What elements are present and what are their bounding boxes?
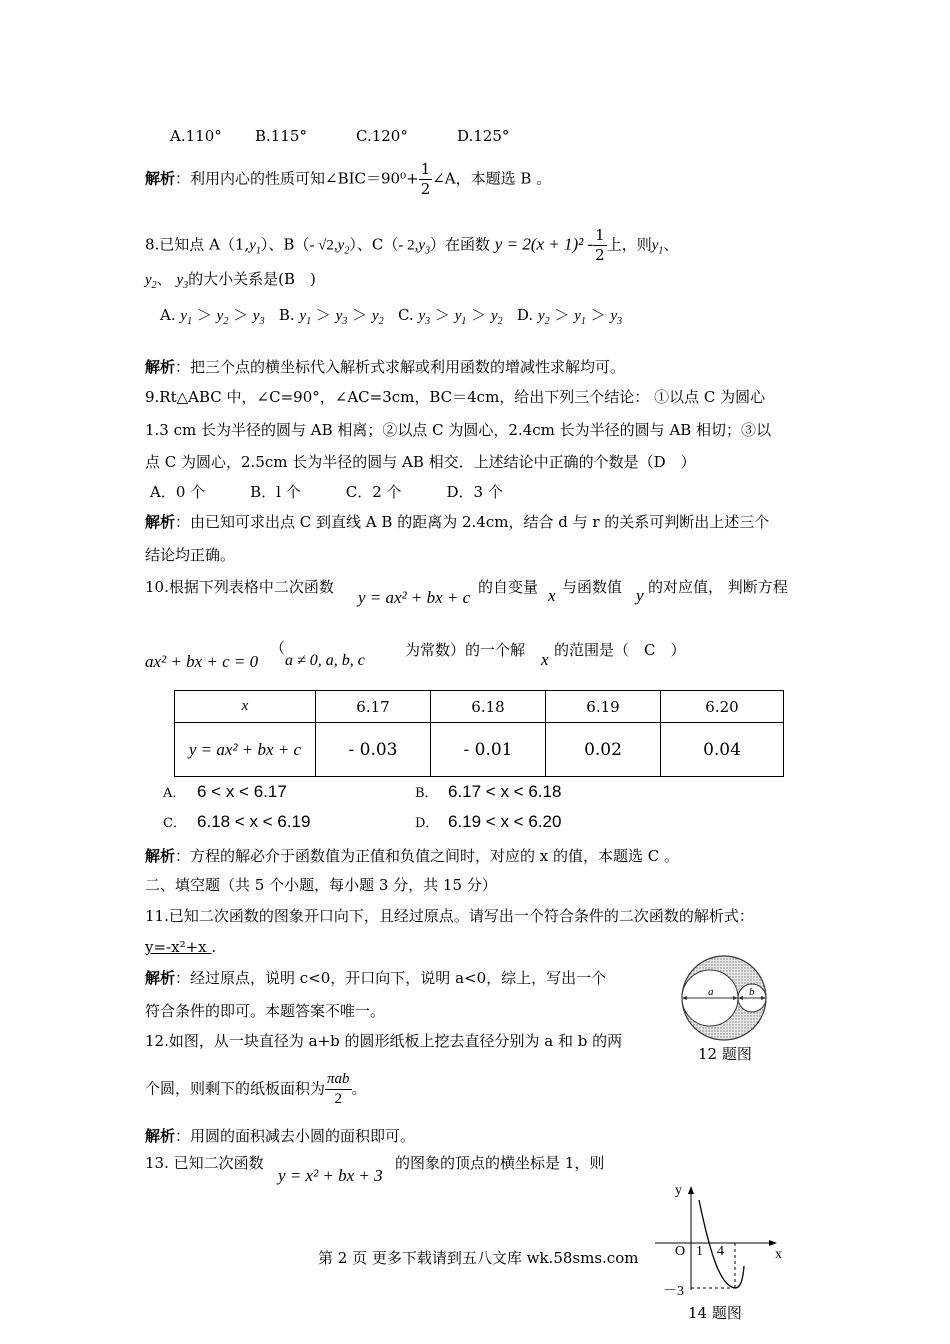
- q12-line1: 12.如图，从一块直径为 a+b 的圆形纸板上挖去直径分别为 a 和 b 的两: [145, 1032, 623, 1050]
- sub: 1: [255, 245, 261, 257]
- q11-line2: [145, 938, 216, 956]
- q9-line1: 9.Rt△ABC 中，∠C=90°，∠AC=3cm，BC＝4cm，给出下列三个结论： ①以点 C 为圆心: [145, 388, 766, 406]
- q10-option-c: 6.18 < x < 6.19: [197, 812, 311, 831]
- q8-text-c: ）、C（: [349, 235, 399, 254]
- q7-option-a: A.110°: [170, 127, 222, 145]
- analysis-label: 解析: [145, 969, 176, 987]
- q8-text-b: ）、B（: [260, 235, 310, 254]
- q7-fraction: [419, 160, 433, 199]
- q9-analysis-line1: [145, 511, 769, 532]
- frac-num: 1: [420, 160, 431, 178]
- q10-y: y: [636, 586, 644, 605]
- var-y: y: [299, 308, 307, 324]
- table-header-x: x: [175, 691, 316, 723]
- q10-text1: 10.根据下列表格中二次函数: [145, 578, 334, 596]
- figure-14-caption: 14 题图: [688, 1304, 742, 1322]
- var-y: y: [252, 308, 260, 324]
- q8-options: [160, 304, 622, 327]
- sub: 3: [342, 316, 348, 327]
- q8-text-a: 8.已知点 A（1,: [145, 235, 250, 254]
- sub: 2: [378, 316, 384, 327]
- gt: ＞: [471, 306, 487, 324]
- q9-options: A．0 个 B．l 个 C．2 个 D．3 个: [150, 483, 503, 501]
- q12-fraction: [325, 1070, 352, 1109]
- q10-text2: 的自变量: [478, 578, 539, 596]
- q7-option-b: B.115°: [255, 127, 307, 145]
- table-header-y: y = ax² + bx + c: [175, 723, 316, 777]
- q11-end: .: [211, 938, 217, 956]
- table-cell: 6.17: [316, 691, 431, 723]
- var-y: y: [454, 308, 462, 324]
- analysis-label: 解析: [145, 1127, 176, 1145]
- q9-line2: 1.3 cm 长为半径的圆与 AB 相离；②以点 C 为圆心，2.4cm 长为半径的圆与 AB 相切；③以: [145, 421, 772, 439]
- tick-neg3: －3: [663, 1284, 684, 1299]
- gt: ＞: [315, 306, 331, 324]
- q10-option-c-label: C．: [163, 816, 186, 831]
- q10-condition: a ≠ 0, a, b, c: [285, 652, 365, 669]
- label-b: b: [749, 986, 755, 998]
- axis-label-y: y: [675, 1183, 682, 1198]
- sub: 1: [580, 316, 586, 327]
- q7-analysis: [145, 160, 551, 199]
- section-2-heading: 二、填空题（共 5 个小题，每小题 3 分，共 15 分）: [145, 876, 497, 894]
- var-y: y: [249, 237, 256, 254]
- origin-label: O: [675, 1244, 686, 1259]
- frac-den: 2: [595, 246, 605, 264]
- sub: 1: [461, 316, 467, 327]
- q10-text5: 为常数）的一个解: [405, 641, 526, 659]
- q7-analysis-pre: ：利用内心的性质可知∠BIC＝90⁰+: [175, 169, 419, 188]
- q8-minus2: - 2,: [398, 237, 419, 254]
- q10-x2: x: [541, 650, 549, 669]
- q12-analysis-text: ：用圆的面积减去小圆的面积即可。: [175, 1127, 416, 1145]
- var-y: y: [145, 272, 152, 288]
- q13-text1: 13. 已知二次函数: [145, 1154, 264, 1172]
- q11-analysis-line2: 符合条件的即可。本题答案不唯一。: [145, 1002, 386, 1020]
- q8-opt-a: A.: [160, 306, 176, 324]
- var-y: y: [651, 237, 659, 254]
- q8-text-e: 上，则: [606, 235, 652, 254]
- table-cell: - 0.03: [316, 723, 431, 777]
- q10-analysis: [145, 845, 679, 866]
- table-cell: 6.20: [661, 691, 784, 723]
- q11-line1: 11.已知二次函数的图象开口向下，且经过原点。请写出一个符合条件的二次函数的解析式：: [145, 907, 754, 925]
- var-y: y: [537, 308, 545, 324]
- q8-minus-sqrt2: - √2,: [309, 237, 338, 254]
- q10-text6: 的范围是（ C ）: [554, 641, 686, 659]
- sub: 3: [183, 280, 189, 291]
- q10-analysis-text: ：方程的解必介于函数值为正值和负值之间时，对应的 x 的值，本题选 C 。: [175, 847, 680, 865]
- q8-fraction: [593, 226, 607, 265]
- q7-analysis-post: ∠A，本题选 B 。: [432, 169, 552, 188]
- frac-den: 2: [334, 1091, 343, 1107]
- var-y: y: [574, 308, 581, 324]
- table-row-y: [175, 723, 784, 777]
- q12-line2: [145, 1070, 367, 1109]
- q10-line1: [145, 576, 334, 597]
- q9-line3: 点 C 为圆心，2.5cm 长为半径的圆与 AB 相交．上述结论中正确的个数是（D ）: [145, 453, 696, 471]
- q7-option-c: C.120°: [356, 127, 408, 145]
- q10-option-a: 6 < x < 6.17: [197, 782, 287, 801]
- label-a: a: [708, 986, 714, 998]
- figure-14: [655, 1178, 795, 1300]
- sep: 、: [663, 235, 679, 254]
- q13-function: y = x² + bx + 3: [278, 1166, 383, 1185]
- q11-answer: y=-x²+x: [145, 938, 212, 956]
- q11-analysis-line1: [145, 967, 606, 988]
- q8-opt-b: B.: [278, 306, 295, 324]
- q8-line2: [145, 268, 316, 291]
- table-cell: 6.19: [546, 691, 661, 723]
- sub: 2: [344, 245, 350, 257]
- sub: 1: [658, 245, 664, 257]
- figure-12-caption: 12 题图: [698, 1045, 752, 1063]
- frac-den: 2: [420, 180, 431, 198]
- sub: 1: [187, 316, 193, 327]
- q12-end: 。: [351, 1079, 367, 1098]
- tick-4: 4: [717, 1244, 724, 1259]
- sub: 3: [425, 316, 431, 327]
- table-cell: - 0.01: [431, 723, 546, 777]
- q10-equation: ax² + bx + c = 0: [145, 652, 259, 671]
- table-cell: 6.18: [431, 691, 546, 723]
- gt: ＞: [352, 306, 368, 324]
- sub: 3: [259, 316, 265, 327]
- var-y: y: [335, 308, 343, 324]
- q10-option-b: 6.17 < x < 6.18: [448, 782, 562, 801]
- frac-num: 1: [595, 226, 605, 244]
- gt: ＞: [434, 306, 450, 324]
- q8-opt-d: D.: [516, 306, 534, 324]
- tick-1: 1: [696, 1244, 703, 1259]
- var-y: y: [418, 308, 426, 324]
- frac-num: πab: [325, 1070, 352, 1090]
- q10-option-a-label: A．: [163, 786, 186, 801]
- axis-label-x: x: [775, 1247, 782, 1262]
- q10-option-b-label: B．: [415, 786, 438, 801]
- q12-analysis: [145, 1125, 415, 1146]
- figure-12: [678, 955, 770, 1041]
- gt: ＞: [196, 306, 212, 324]
- analysis-label: 解析: [145, 358, 176, 376]
- sub: 2: [544, 316, 550, 327]
- page-footer: 第 2 页 更多下载请到五八文库 wk.58sms.com: [318, 1249, 639, 1267]
- sub: 2: [223, 316, 229, 327]
- sep: 、: [156, 270, 172, 288]
- y-axis-arrow-icon: [688, 1186, 694, 1194]
- x-axis-arrow-icon: [769, 1240, 777, 1246]
- var-y: y: [610, 308, 618, 324]
- q8-analysis-text: ：把三个点的横坐标代入解析式求解或利用函数的增减性求解均可。: [175, 358, 626, 376]
- q8-function: y = 2(x + 1)² -: [494, 234, 594, 254]
- q10-x: x: [548, 586, 556, 605]
- q12-line2-text: 个圆，则剩下的纸板面积为: [145, 1079, 326, 1098]
- q8-analysis: [145, 356, 625, 377]
- var-y: y: [180, 308, 188, 324]
- q9-analysis-line2: 结论均正确。: [145, 546, 236, 564]
- q10-option-d: 6.19 < x < 6.20: [448, 812, 562, 831]
- table-row-x: [175, 691, 784, 723]
- table-cell: 0.02: [546, 723, 661, 777]
- var-y: y: [216, 308, 224, 324]
- sub: 3: [617, 316, 623, 327]
- analysis-label: 解析: [145, 513, 176, 531]
- analysis-label: 解析: [145, 847, 176, 865]
- q10-paren: （: [270, 639, 286, 657]
- q9-analysis-text: ：由已知可求出点 C 到直线 A B 的距离为 2.4cm，结合 d 与 r 的关系可判断出上述三个: [175, 513, 770, 531]
- q8-line1: [145, 226, 678, 265]
- gt: ＞: [554, 306, 570, 324]
- q7-option-d: D.125°: [457, 127, 510, 145]
- var-y: y: [418, 237, 425, 254]
- table-cell: 0.04: [661, 723, 784, 777]
- q8-opt-c: C.: [397, 306, 414, 324]
- q13-text2: 的图象的顶点的横坐标是 1，则: [395, 1154, 605, 1172]
- q10-function: y = ax² + bx + c: [358, 588, 471, 607]
- var-y: y: [337, 237, 345, 254]
- analysis-label: 解析: [145, 169, 176, 188]
- q11-analysis-text: ：经过原点，说明 c<0，开口向下，说明 a<0，综上，写出一个: [175, 969, 607, 987]
- gt: ＞: [590, 306, 606, 324]
- q8-text-d: ）在函数: [430, 235, 491, 254]
- q10-text3: 与函数值: [562, 578, 623, 596]
- var-y: y: [176, 272, 184, 288]
- var-y: y: [371, 308, 379, 324]
- sub: 2: [151, 280, 157, 291]
- value-table: [174, 690, 784, 777]
- var-y: y: [490, 308, 498, 324]
- sub: 1: [306, 316, 312, 327]
- sub: 2: [497, 316, 503, 327]
- q10-option-d-label: D．: [415, 816, 439, 831]
- gt: ＞: [233, 306, 249, 324]
- q8-line2-text: 的大小关系是(B ): [188, 270, 316, 288]
- sub: 3: [425, 245, 430, 257]
- q10-text4: 的对应值， 判断方程: [648, 578, 788, 596]
